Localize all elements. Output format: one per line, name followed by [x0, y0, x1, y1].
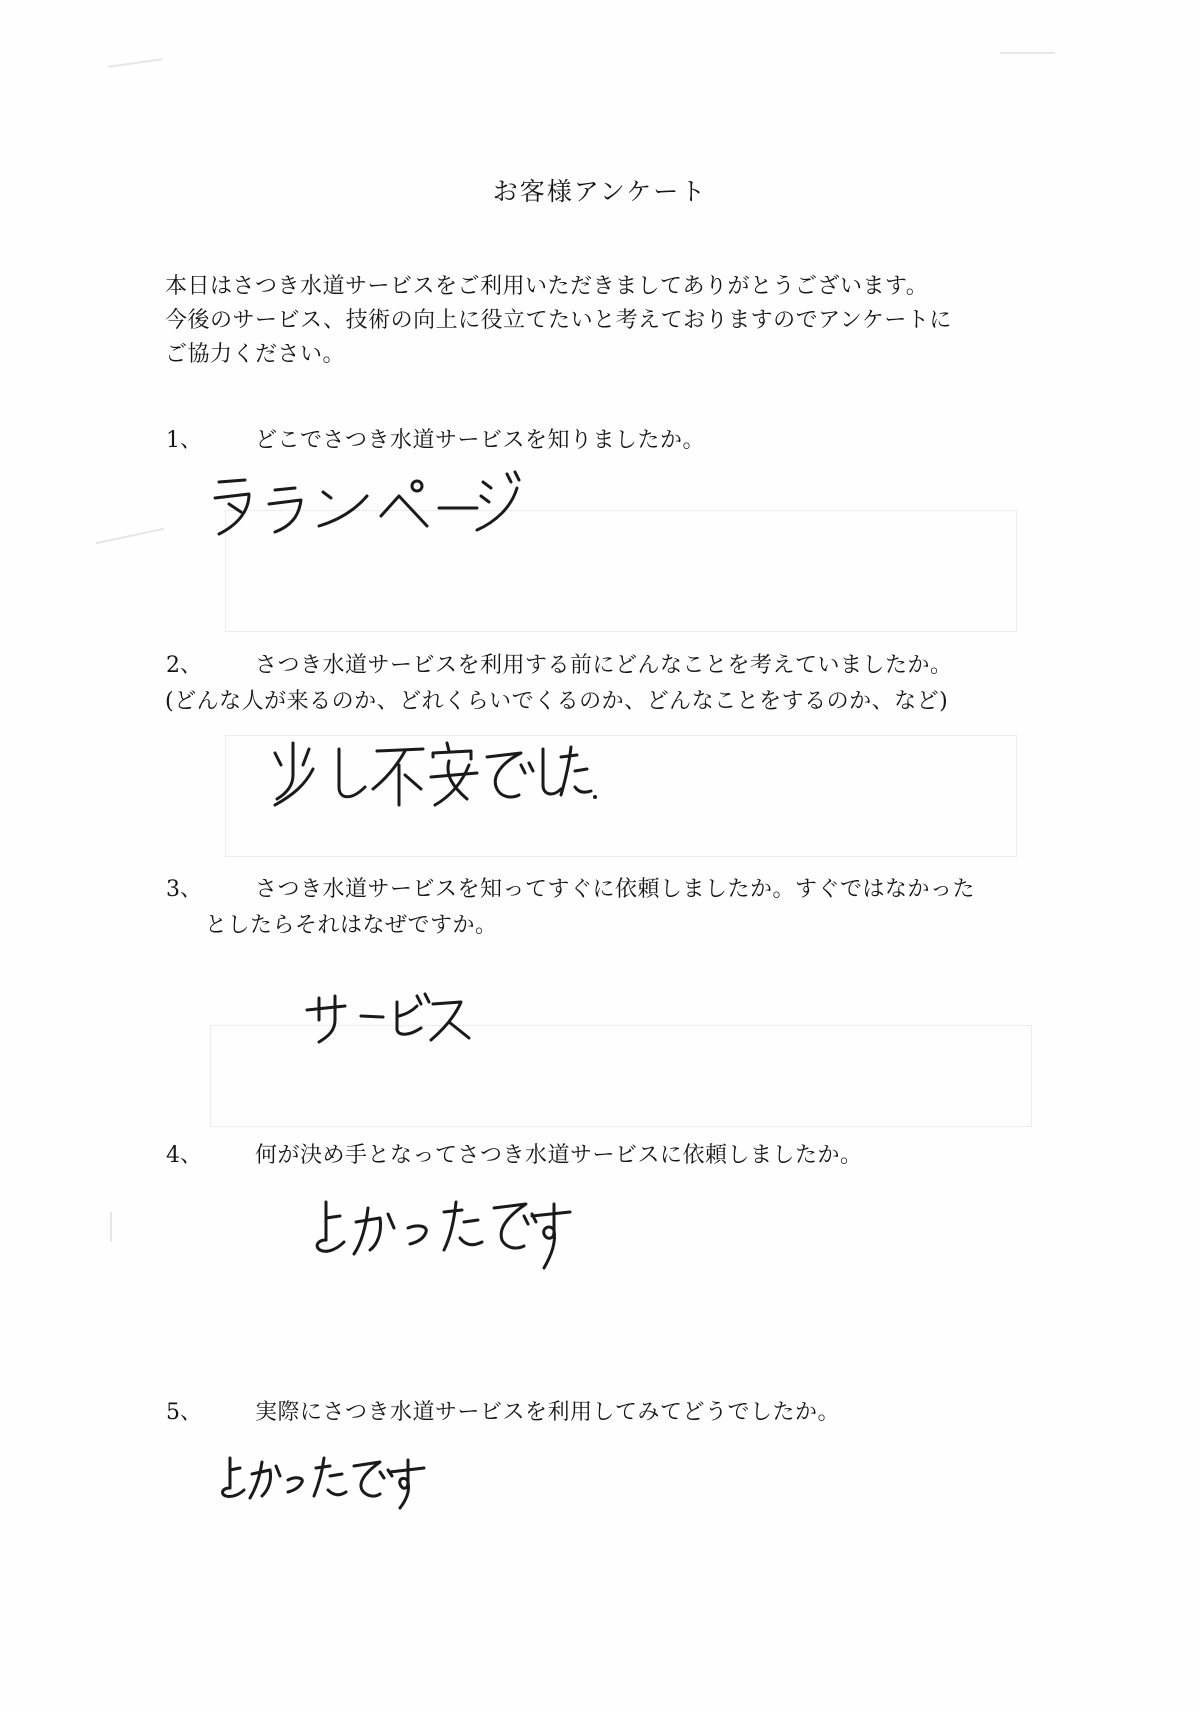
intro-line: 本日はさつき水道サービスをご利用いただきましてありがとうございます。	[165, 274, 929, 299]
question-1-text: どこでさつき水道サービスを知りましたか。	[255, 428, 706, 453]
question-1-handwritten-answer	[205, 468, 525, 538]
question-4-text: 何が決め手となってさつき水道サービスに依頼しましたか。	[255, 1143, 863, 1168]
question-5-number: 5、	[166, 1400, 202, 1425]
question-1-number: 1、	[166, 428, 202, 453]
question-4-number: 4、	[166, 1143, 202, 1168]
question-3-handwritten-answer	[305, 990, 475, 1045]
question-3-text: さつき水道サービスを知ってすぐに依頼しましたか。すぐではなかった	[255, 877, 976, 902]
question-3-subtext: としたらそれはなぜですか。	[205, 913, 498, 938]
intro-line: ご協力ください。	[165, 342, 346, 367]
question-4-handwritten-answer	[310, 1192, 570, 1272]
question-2-number: 2、	[166, 653, 202, 678]
survey-title: お客様アンケート	[492, 177, 708, 206]
scan-mark	[96, 528, 165, 545]
scan-mark	[108, 58, 163, 68]
question-3-number: 3、	[166, 877, 202, 902]
question-2-handwritten-answer	[265, 735, 585, 810]
scan-mark	[110, 1212, 112, 1242]
question-5-text: 実際にさつき水道サービスを利用してみてどうでしたか。	[255, 1400, 841, 1425]
intro-line: 今後のサービス、技術の向上に役立てたいと考えておりますのでアンケートに	[165, 308, 952, 333]
question-5-handwritten-answer	[218, 1450, 428, 1510]
survey-intro	[165, 270, 952, 372]
question-2-subtext: (どんな人が来るのか、どれくらいでくるのか、どんなことをするのか、など)	[165, 689, 949, 714]
scan-mark	[1000, 52, 1055, 54]
question-2-text: さつき水道サービスを利用する前にどんなことを考えていましたか。	[255, 653, 953, 678]
